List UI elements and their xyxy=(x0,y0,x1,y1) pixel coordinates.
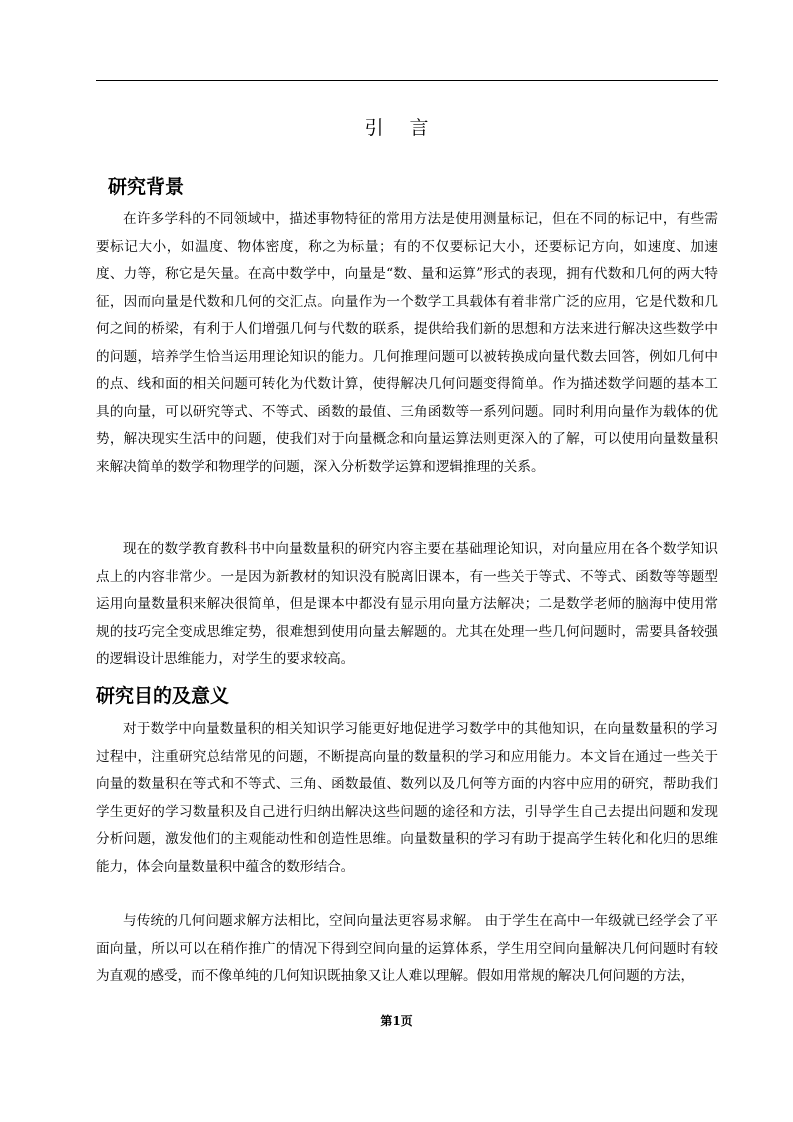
section-heading-purpose: 研究目的及意义 xyxy=(96,685,230,707)
page-number: 第1页 xyxy=(380,1014,413,1028)
paragraph-background-1: 在许多学科的不同领域中，描述事物特征的常用方法是使用测量标记，但在不同的标记中，有些需要标记大小，如温度、物体密度，称之为标量；有的不仅要标记大小，还要标记方向，如速度、加速度、力等，称它是矢量。在高中数学中，向量是“数、量和运算”形式的表现，拥有代数和几何的两大特征，因而向量是代数和几何的交汇点。向量作为一个数学工具载体有着非常广泛的应用，它是代数和几何之间的桥梁，有利于人们增强几何与代数的联系，提供给我们新的思想和方法来进行解决这些数学中的问题，培养学生恰当运用理论知识的能力。几何推理问题可以被转换成向量代数去回答，例如几何中的点、线和面的相关问题可转化为代数计算，使得解决几何问题变得简单。作为描述数学问题的基本工具的向量，可以研究等式、不等式、函数的最值、三角函数等一系列问题。同时利用向量作为载体的优势，解决现实生活中的问题，使我们对于向量概念和向量运算法则更深入的了解，可以使用向量数量积来解决简单的数学和物理学的问题，深入分析数学运算和逻辑推理的关系。 xyxy=(96,211,718,475)
section-heading-background: 研究背景 xyxy=(108,176,185,198)
paragraph-background-2: 现在的数学教育教科书中向量数量积的研究内容主要在基础理论知识，对向量应用在各个数学知识点上的内容非常少。一是因为新教材的知识没有脱离旧课本，有一些关于等式、不等式、函数等等题型运用向量数量积来解决很简单，但是课本中都没有显示用向量方法解决；二是数学老师的脑海中使用常规的技巧完全变成思维定势，很难想到使用向量去解题的。尤其在处理一些几何问题时，需要具备较强的逻辑设计思维能力，对学生的要求较高。 xyxy=(96,541,718,667)
chapter-title: 引言 xyxy=(364,117,455,139)
header-rule xyxy=(96,80,718,81)
paragraph-purpose-1: 对于数学中向量数量积的相关知识学习能更好地促进学习数学中的其他知识，在向量数量积的学习过程中，注重研究总结常见的问题，不断提高向量的数量积的学习和应用能力。本文旨在通过一些关于向量的数量积在等式和不等式、三角、函数最值、数列以及几何等方面的内容中应用的研究，帮助我们学生更好的学习数量积及自己进行归纳出解决这些问题的途径和方法，引导学生自己去提出问题和发现分析问题，激发他们的主观能动性和创造性思维。向量数量积的学习有助于提高学生转化和化归的思维能力，体会向量数量积中蕴含的数形结合。 xyxy=(96,721,718,875)
paragraph-purpose-2: 与传统的几何问题求解方法相比，空间向量法更容易求解。 由于学生在高中一年级就已经学会了平面向量，所以可以在稍作推广的情况下得到空间向量的运算体系，学生用空间向量解决几何问题时有较为直观的感受，而不像单纯的几何知识既抽象又让人难以理解。假如用常规的解决几何问题的方法， xyxy=(96,913,718,984)
